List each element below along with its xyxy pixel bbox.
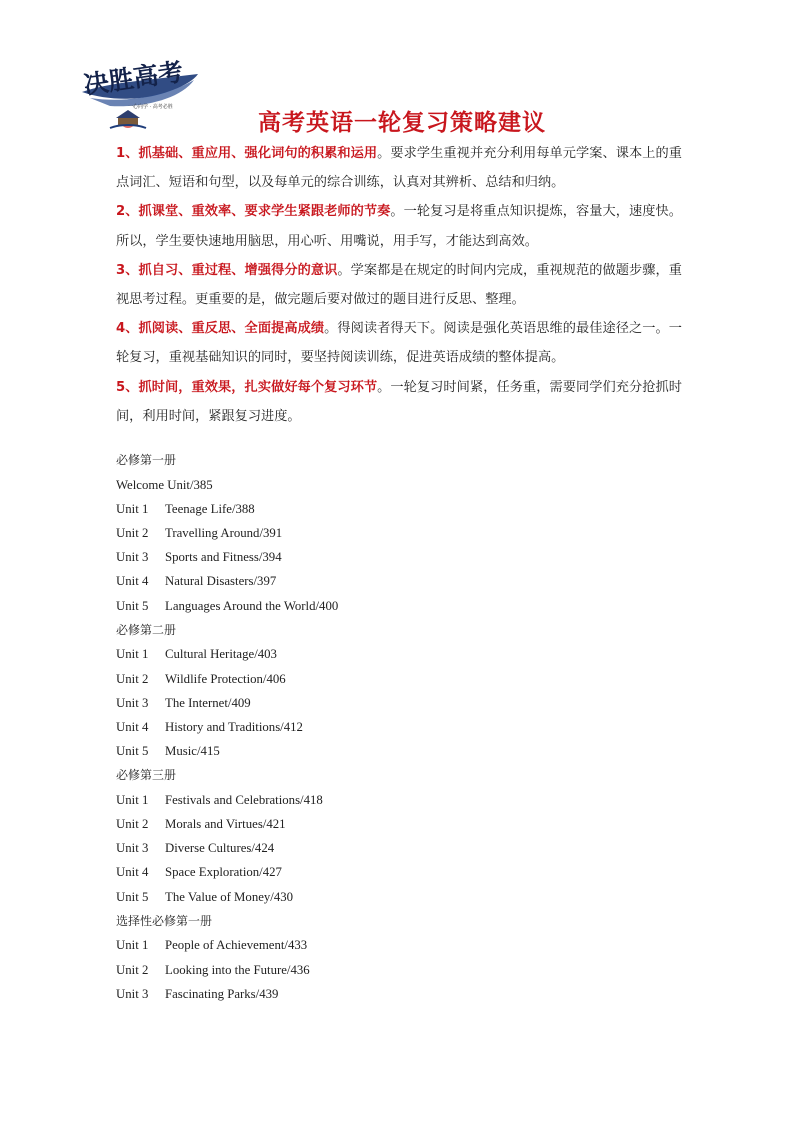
toc-title: Looking into the Future/436 <box>165 962 310 977</box>
toc-unit: Unit 3 <box>116 841 149 856</box>
strategy-item <box>116 373 682 431</box>
toc-unit: Unit 2 <box>116 671 149 686</box>
page-title: 高考英语一轮复习策略建议 <box>258 110 546 136</box>
toc-title: Festivals and Celebrations/418 <box>165 792 323 807</box>
logo-tagline: 一心向学 · 高考必胜 <box>128 104 173 110</box>
toc-unit: Unit 4 <box>116 865 149 880</box>
strategy-body: 。学案都是在规定的时间内完成，重视规范的做题步骤，重视思考过程。更重要的是，做完题后要对做过的题目进行反思、整理。 <box>116 262 682 308</box>
toc-row <box>116 885 516 909</box>
toc-row <box>116 958 516 982</box>
toc-row <box>116 982 516 1006</box>
toc-title: Teenage Life/388 <box>165 501 255 516</box>
table-of-contents <box>116 448 516 1006</box>
toc-title: Languages Around the World/400 <box>165 598 339 613</box>
toc-row <box>116 812 516 836</box>
toc-unit: Unit 5 <box>116 744 149 759</box>
toc-unit: Unit 5 <box>116 889 149 904</box>
toc-unit: Unit 2 <box>116 817 149 832</box>
strategy-item <box>116 314 682 372</box>
toc-row <box>116 642 516 666</box>
toc-title: Wildlife Protection/406 <box>165 671 286 686</box>
book-heading: 必修第一册 <box>116 453 177 467</box>
toc-title: The Value of Money/430 <box>165 889 294 904</box>
strategy-item <box>116 256 682 314</box>
toc-row <box>116 521 516 545</box>
toc-row <box>116 715 516 739</box>
book-heading: 必修第二册 <box>116 622 177 637</box>
toc-row <box>116 788 516 812</box>
toc-row <box>116 497 516 521</box>
toc-unit: Unit 3 <box>116 695 149 710</box>
toc-title: Travelling Around/391 <box>165 525 283 540</box>
toc-row <box>116 594 516 618</box>
toc-title: History and Traditions/412 <box>165 719 303 734</box>
strategy-item <box>116 139 682 197</box>
toc-title: Music/415 <box>165 744 220 759</box>
toc-title: Cultural Heritage/403 <box>165 647 277 662</box>
strategy-lead: 5、抓时间，重效果，扎实做好每个复习环节 <box>116 379 378 395</box>
strategy-lead: 1、抓基础、重应用、强化词句的积累和运用 <box>116 146 378 161</box>
book-heading: 必修第三册 <box>116 768 177 783</box>
strategy-lead: 3、抓自习、重过程、增强得分的意识 <box>116 262 338 278</box>
toc-title: Space Exploration/427 <box>165 865 282 880</box>
toc-title: The Internet/409 <box>165 695 251 710</box>
strategy-lead: 4、抓阅读、重反思、全面提高成绩 <box>116 321 325 337</box>
toc-row <box>116 691 516 715</box>
toc-title: Welcome Unit/385 <box>116 477 213 492</box>
toc-row <box>116 860 516 884</box>
toc-row <box>116 933 516 957</box>
toc-unit: Unit 1 <box>116 792 149 807</box>
toc-unit: Unit 2 <box>116 962 149 977</box>
toc-unit: Unit 1 <box>116 501 149 516</box>
toc-row <box>116 836 516 860</box>
book-heading: 选择性必修第一册 <box>116 913 213 928</box>
strategy-lead: 2、抓课堂、重效率、要求学生紧跟老师的节奏 <box>116 204 391 220</box>
toc-unit: Unit 1 <box>116 938 149 953</box>
strategy-body: 。得阅读者得天下。阅读是强化英语思维的最佳途径之一。一轮复习，重视基础知识的同时，要坚持阅读训练，促进英语成绩的整体提高。 <box>116 321 682 366</box>
toc-unit: Unit 4 <box>116 574 149 589</box>
toc-row <box>116 739 516 763</box>
strategy-item <box>116 197 682 255</box>
toc-unit: Unit 2 <box>116 525 149 540</box>
toc-unit: Unit 3 <box>116 986 149 1001</box>
toc-unit: Unit 3 <box>116 550 149 565</box>
toc-row <box>116 545 516 569</box>
strategy-body: 。一轮复习时间紧，任务重，需要同学们充分抢抓时间，利用时间，紧跟复习进度。 <box>116 379 682 424</box>
toc-row <box>116 473 516 497</box>
toc-title: Sports and Fitness/394 <box>165 550 282 565</box>
strategy-body: 。一轮复习是将重点知识提炼，容量大，速度快。所以，学生要快速地用脑思，用心听、用嘴说，用手写，才能达到高效。 <box>116 204 682 249</box>
toc-row <box>116 667 516 691</box>
toc-unit: Unit 1 <box>116 647 149 662</box>
toc-unit: Unit 5 <box>116 598 149 613</box>
toc-title: Fascinating Parks/439 <box>165 986 279 1001</box>
strategy-list <box>116 139 682 431</box>
toc-title: Morals and Virtues/421 <box>165 817 286 832</box>
toc-row <box>116 569 516 593</box>
toc-title: People of Achievement/433 <box>165 938 308 953</box>
logo-text: 决胜高考 <box>81 57 185 100</box>
strategy-body: 。要求学生重视并充分利用每单元学案、课本上的重点词汇、短语和句型，以及每单元的综合训练，认真对其辨析、总结和归纳。 <box>116 146 682 191</box>
toc-title: Natural Disasters/397 <box>165 574 277 589</box>
toc-unit: Unit 4 <box>116 719 149 734</box>
toc-title: Diverse Cultures/424 <box>165 841 275 856</box>
